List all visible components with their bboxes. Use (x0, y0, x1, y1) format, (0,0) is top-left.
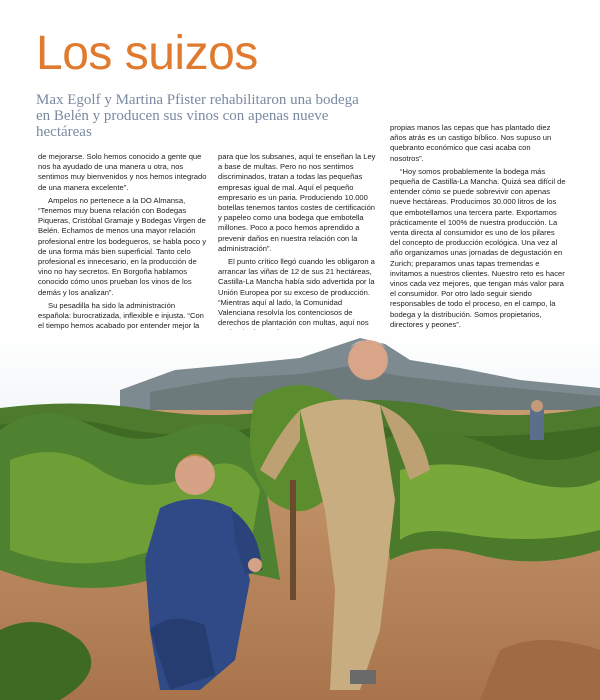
paragraph: para que los subsanes, aquí te enseñan la Ley a base de multas. Pero no nos sentimos discriminados, tratan a todas las pequeñas empresas igual de mal. Aquí el pequeño empresario es un paria. Produciendo 10.000 botellas tenemos tantos costes de certificación y papeleo como una bodega que embotella millones. Poco a poco hemos aprendido a prevenir daños en nuestra relación con la administración”. (218, 152, 376, 253)
paragraph: propias manos las cepas que has plantado diez años atrás es un castigo bíblico. Nos supuso un quebranto económico que casi acaba con nosotros”. (390, 123, 552, 163)
background-worker (530, 410, 544, 440)
text-column-2 (218, 152, 380, 342)
article-title: Los suizos (36, 27, 258, 80)
article-subtitle: Max Egolf y Martina Pfister rehabilitaron una bodega en Belén y producen sus vinos con apenas nueve hectáreas (36, 92, 359, 140)
paragraph: de mejorarse. Solo hemos conocido a gente que nos ha ayudado de una manera u otra, nos sentimos muy bienvenidos y nos hemos integrado de una manera excelente”. (38, 152, 207, 192)
vineyard-photo (0, 330, 600, 700)
paragraph: Ampelos no pertenece a la DO Almansa, “Tenemos muy buena relación con Bodegas Piqueras, Cristóbal Gramaje y Bodegas Virgen de Belén. Echamos de menos una mayor relación profesional entre los bodegueros, se habla poco y de una forma más bien superficial. Tanto celo profesional es innecesario, en la producción de vino no hay secretos. En Borgoña hablamos conocido cómo unos prueban los vinos de los demás y los analizan”. (38, 195, 207, 297)
man-head (348, 340, 388, 380)
paragraph: “Hoy somos probablemente la bodega más pequeña de Castilla-La Mancha. Quizá sea difícil de entender cómo se puede sobrevivir con apenas nueve hectáreas. Producimos 30.000 litros de los que embotellamos una tercera parte. Exportamos prácticamente el 100% de nuestra producción. La venta directa al consumidor es uno de los pilares del concepto de producción ecológica. Una vez al año organizamos unas jornadas de degustación en Zurich; preparamos unas tapas tremendas e invitamos a nuestros clientes. Nuestro reto es hacer vinos cada vez mejores, que tengan más valor para el consumidor. Por otro lado seguir siendo responsables de todo el proceso, en el campo, la bodega y la distribución. Somos propietarios, directores y peones”. (390, 166, 566, 329)
background-worker-head (531, 400, 543, 412)
text-column-3 (390, 123, 566, 333)
vineyard-illustration (0, 330, 600, 700)
vine-trunk (290, 480, 296, 600)
paragraph: El punto crítico llegó cuando les obligaron a arrancar las viñas de 12 de sus 21 hectáreas, Castilla-La Mancha había sido advertida por la Unión Europea por su exceso de producción. “Mientras aquí al lado, la Comunidad Valenciana resolvía los contenciosos de derechos de plantación con multas, aquí nos (218, 257, 375, 328)
paragraph: Su pesadilla ha sido la administración española: burocratizada, inflexible e injusta. “Con el tiempo hemos acabado por entender mejor la (38, 300, 204, 331)
